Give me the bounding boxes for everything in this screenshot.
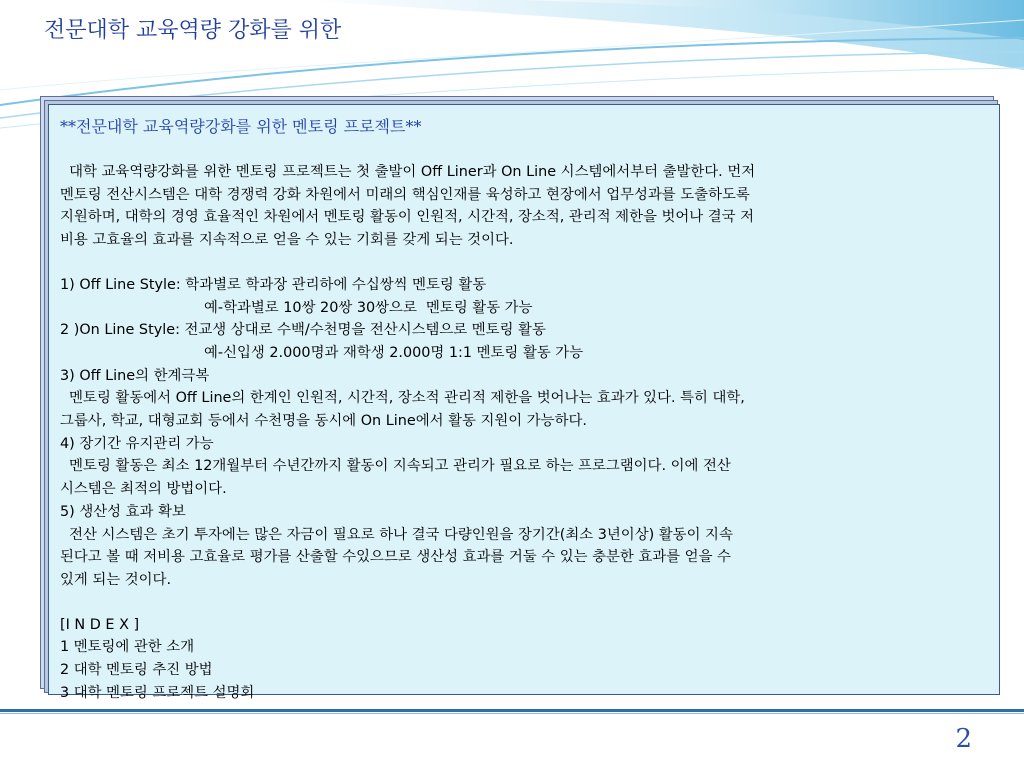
content-heading: **전문대학 교육역량강화를 위한 멘토링 프로젝트** xyxy=(60,117,422,136)
slide-title: 전문대학 교육역량 강화를 위한 xyxy=(44,18,342,43)
list-item-example xyxy=(60,297,989,320)
intro-line: 지원하며, 대학의 경영 효율적인 차원에서 멘토링 활동이 인원적, 시간적, 장소적, 관리적 제한을 벗어나 결국 저 xyxy=(60,209,755,226)
spacer xyxy=(60,592,989,614)
intro-line: 대학 교육역량강화를 위한 멘토링 프로젝트는 첫 출발이 Off Liner과 On Line 시스템에서부터 출발한다. 먼저 xyxy=(60,164,756,180)
list-item: 멘토링 활동은 최소 12개월부터 수년간까지 활동이 지속되고 관리가 필요로 하는 프로그램이다. 이에 전산 xyxy=(60,458,731,475)
footer-divider xyxy=(0,709,1024,712)
index-item: 2 대학 멘토링 추진 방법 xyxy=(60,662,213,679)
list-item-example xyxy=(60,342,989,365)
list-item: 5) 생산성 효과 확보 xyxy=(60,503,186,520)
list-item: 4) 장기간 유지관리 가능 xyxy=(60,435,214,452)
list-item: 된다고 볼 때 저비용 고효율로 평가를 산출할 수있으므로 생산성 효과를 거둘 수 있는 충분한 효과를 얻을 수 xyxy=(60,549,731,566)
footer-divider-thin xyxy=(0,713,1024,714)
list-item: 전산 시스템은 초기 투자에는 많은 자금이 필요로 하나 결국 다량인원을 장기간(최소 3년이상) 활동이 지속 xyxy=(60,526,733,543)
example-text: 예-학과별로 10쌍 20쌍 30쌍으로 멘토링 활동 가능 xyxy=(204,299,533,316)
list-item: 있게 되는 것이다. xyxy=(60,571,172,588)
index-item: 3 대학 멘토링 프로젝트 설명회 xyxy=(60,684,255,701)
spacer xyxy=(60,252,989,274)
list-item: 시스템은 최적의 방법이다. xyxy=(60,481,227,498)
list-item: 멘토링 활동에서 Off Line의 한계인 인원적, 시간적, 장소적 관리적 제한을 벗어나는 효과가 있다. 특히 대학, xyxy=(60,390,745,407)
list-item: 그룹사, 학교, 대형교회 등에서 수천명을 동시에 On Line에서 활동 지원이 가능하다. xyxy=(60,413,587,430)
list-item: 3) Off Line의 한계극복 xyxy=(60,367,210,384)
list-item: 2 )On Line Style: 전교생 상대로 수백/수천명을 전산시스템으로 멘토링 활동 xyxy=(60,322,546,339)
intro-line: 멘토링 전산시스템은 대학 경쟁력 강화 차원에서 미래의 핵심인재를 육성하고 현장에서 업무성과를 도출하도록 xyxy=(60,186,750,203)
index-title: [I N D E X ] xyxy=(60,616,140,633)
content-card xyxy=(48,104,1000,701)
index-item: 1 멘토링에 관한 소개 xyxy=(60,639,195,656)
intro-line: 비용 고효율의 효과를 지속적으로 얻을 수 있는 기회를 갖게 되는 것이다. xyxy=(60,232,514,249)
example-text: 예-신입생 2.000명과 재학생 2.000명 1:1 멘토링 활동 가능 xyxy=(204,344,584,361)
spacer xyxy=(60,139,989,161)
page-number: 2 xyxy=(955,724,972,754)
list-item: 1) Off Line Style: 학과별로 학과장 관리하에 수십쌍씩 멘토링 활동 xyxy=(60,276,487,293)
